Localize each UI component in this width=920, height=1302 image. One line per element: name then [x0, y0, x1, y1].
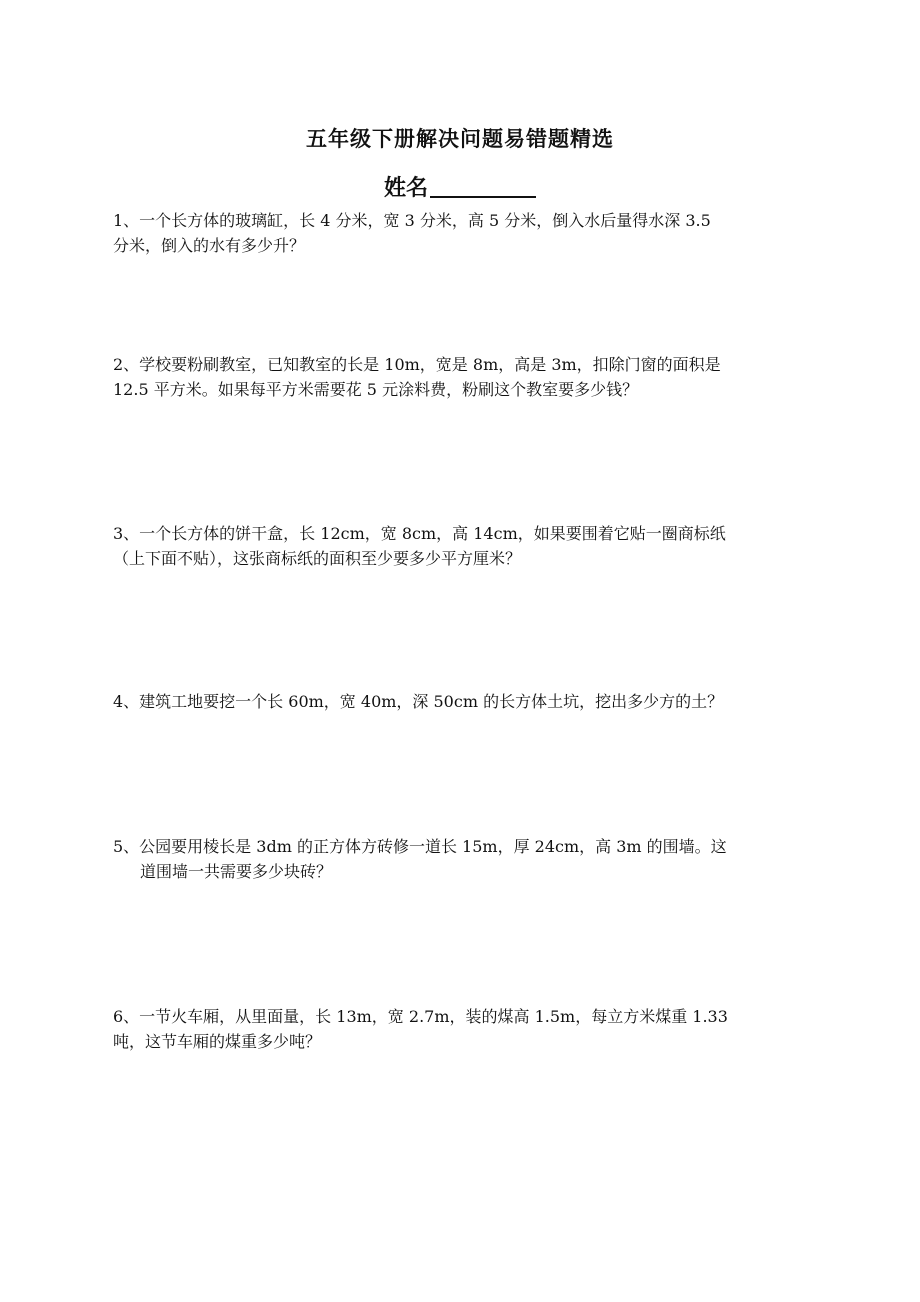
- question-line: 2、学校要粉刷教室，已知教室的长是 10m，宽是 8m，高是 3m，扣除门窗的面积是: [113, 355, 721, 374]
- name-field: [0, 171, 920, 202]
- question-line: 1、一个长方体的玻璃缸，长 4 分米，宽 3 分米，高 5 分米，倒入水后量得水深 3.5: [113, 211, 711, 230]
- question-line: 吨，这节车厢的煤重多少吨？: [113, 1032, 322, 1051]
- question-3: [113, 521, 785, 571]
- question-line: 道围墙一共需要多少块砖？: [140, 862, 333, 881]
- question-4: [113, 689, 785, 714]
- question-2: [113, 352, 785, 402]
- question-line: 3、一个长方体的饼干盒，长 12cm，宽 8cm，高 14cm，如果要围着它贴一圈商标纸: [113, 524, 726, 543]
- question-1: [113, 208, 785, 258]
- question-line: 分米，倒入的水有多少升？: [113, 236, 306, 255]
- name-label: 姓名: [383, 175, 428, 201]
- question-line: 6、一节火车厢，从里面量，长 13m，宽 2.7m，装的煤高 1.5m，每立方米煤重 1.33: [113, 1007, 728, 1026]
- question-line: 5、公园要用棱长是 3dm 的正方体方砖修一道长 15m，厚 24cm，高 3m 的围墙。这: [113, 837, 727, 856]
- question-line: 4、建筑工地要挖一个长 60m，宽 40m，深 50cm 的长方体土坑，挖出多少方的土？: [113, 692, 724, 711]
- name-blank-line: [430, 172, 536, 198]
- question-5: [113, 834, 785, 884]
- question-line: 12.5 平方米。如果每平方米需要花 5 元涂料费，粉刷这个教室要多少钱？: [113, 380, 639, 399]
- question-6: [113, 1004, 785, 1054]
- page-title: 五年级下册解决问题易错题精选: [306, 126, 614, 151]
- question-line: （上下面不贴），这张商标纸的面积至少要多少平方厘米？: [113, 549, 522, 568]
